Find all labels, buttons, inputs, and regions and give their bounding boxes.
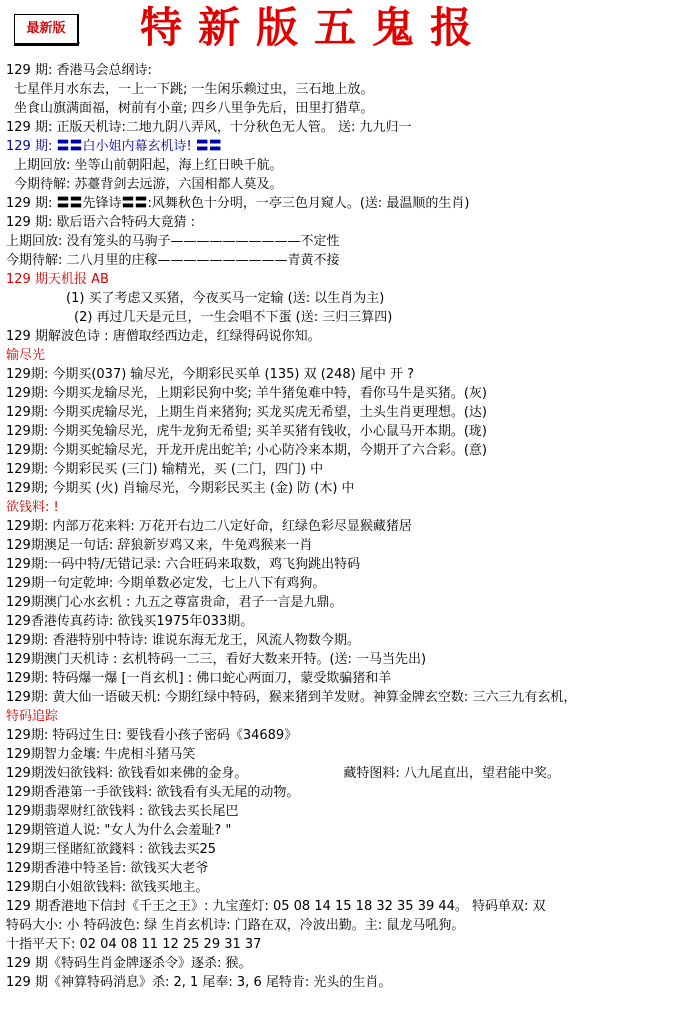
- line-7: 今期待解: 苏薹背剑去远游，六国相都人莫及。: [14, 177, 283, 192]
- page-title: 特新版五鬼报: [140, 3, 489, 52]
- line-3: 坐食山旗满面福，树前有小童; 四乡八里争先后，田里打猎草。: [14, 101, 374, 116]
- line-14: (2) 再过几天是元旦，一生会唱不下蛋 (送: 三归三算四): [74, 310, 393, 325]
- line-8: 129 期: 〓〓先锋诗〓〓:风舞秋色十分明，一亭三色月窥人。(送: 最温顺的生肖): [6, 196, 470, 211]
- line-36: 129期: 特码过生日: 要钱看小孩子密码《34689》: [6, 728, 298, 743]
- line-10: 上期回放: 没有笼头的马驹子——————————不定性: [6, 234, 340, 249]
- line-30: 129香港传真药诗: 欲钱买1975年033期。: [6, 614, 254, 629]
- section-heading-temazhuizong: 特码追踪: [6, 709, 59, 724]
- line-9: 129 期: 歇后语六合特码大竟猜 :: [6, 215, 195, 230]
- line-5: 129 期: 〓〓白小姐内幕玄机诗! 〓〓: [6, 139, 222, 154]
- line-13: (1) 买了考虑又买猪，今夜买马一定输 (送: 以生肖为主): [66, 291, 385, 306]
- line-1: 129 期: 香港马会总纲诗:: [6, 63, 152, 78]
- line-46: 特码大小: 小 特码波色: 绿 生肖玄机诗: 门路在双，冷波出勤。主: 鼠龙马吼狗。: [6, 918, 465, 933]
- line-37: 129期智力金壤: 牛虎相斗猪马笑: [6, 747, 196, 762]
- line-33: 129期: 特码爆一爆 [一肖玄机] : 佛口蛇心两面刀，蒙受欺骗猪和羊: [6, 671, 392, 686]
- line-38-left: 129期泼妇欲钱料: 欲钱看如来佛的金身。: [6, 766, 248, 781]
- line-43: 129期香港中特圣旨: 欲钱买大老爷: [6, 861, 209, 876]
- tujie-text: 藏特图料: 八九尾直出，望君能中奖。: [343, 766, 560, 781]
- section-heading-yuqianliao: 欲钱料: !: [6, 500, 59, 515]
- section-heading-shuijinguang: 输尽光: [6, 348, 46, 363]
- line-48: 129 期《特码生肖金牌逐杀令》逐杀: 猴。: [6, 956, 252, 971]
- line-32: 129期澳门天机诗 : 玄机特码一二三，看好大数来开特。(送: 一马当先出): [6, 652, 427, 667]
- line-23: 129期; 今期买 (火) 肖输尽光，今期彩民买主 (金) 防 (木) 中: [6, 481, 355, 496]
- section-heading-tianji: 129 期天机报 AB: [6, 272, 109, 287]
- line-15: 129 期解波色诗 : 唐僧取经西边走，红绿得码说你知。: [6, 329, 321, 344]
- line-39: 129期香港第一手欲钱料: 欲钱看有头无尾的动物。: [6, 785, 300, 800]
- line-28: 129期一句定乾坤: 今期单数必定发，七上八下有鸡狗。: [6, 576, 326, 591]
- edition-badge: 最新版: [14, 14, 79, 46]
- line-25: 129期: 内部万花来料: 万花开右边二八定好命，红绿色彩尽显猴藏猪居: [6, 519, 412, 534]
- line-29: 129期澳门心水玄机 : 九五之尊富贵命，君子一言是九鼎。: [6, 595, 343, 610]
- line-47: 十指平天下: 02 04 08 11 12 25 29 31 37: [6, 937, 262, 952]
- line-49: 129 期《神算特码消息》杀: 2, 1 尾奉: 3, 6 尾特肯: 光头的生肖。: [6, 975, 392, 990]
- line-22: 129期: 今期彩民买 (三门) 输精光，买 (二门，四门) 中: [6, 462, 324, 477]
- line-31: 129期: 香港特别中特诗: 谁说东海无龙王，风流人物数今期。: [6, 633, 360, 648]
- line-21: 129期: 今期买蛇输尽光，开龙开虎出蛇羊; 小心防冷来本期，今期开了六合彩。(意): [6, 443, 487, 458]
- line-34: 129期: 黄大仙一语破天机: 今期红绿中特码，猴来猪到羊发财。神算金牌玄空数: 三六三九有玄机，: [6, 690, 577, 705]
- main-content: [0, 61, 690, 992]
- line-26: 129期澳足一句话: 辞狼新岁鸡又来，牛兔鸡猴来一肖: [6, 538, 313, 553]
- line-41: 129期管道人说: "女人为什么会羞耻? ": [6, 823, 232, 838]
- line-45: 129 期香港地下信封《千王之王》: 九宝莲灯: 05 08 14 15 18 32 35 39 44。 特码单双: 双: [6, 899, 546, 914]
- line-17: 129期: 今期买(037) 输尽光，今期彩民买单 (135) 双 (248) 尾中 开 ?: [6, 367, 415, 382]
- line-27: 129期:一码中特/无错记录: 六合旺码来取数，鸡飞狗跳出特码: [6, 557, 361, 572]
- line-11: 今期待解: 二八月里的庄稼——————————青黄不接: [6, 253, 340, 268]
- line-19: 129期: 今期买虎输尽光，上期生肖来猪狗; 买龙买虎无希望，土头生肖更理想。(达): [6, 405, 487, 420]
- line-44: 129期白小姐欲钱料: 欲钱买地主。: [6, 880, 209, 895]
- line-18: 129期: 今期买龙输尽光，上期彩民狗中奖; 羊牛猪兔难中特，看你马牛是买猪。(灰): [6, 386, 487, 401]
- line-6: 上期回放: 坐等山前朝阳起，海上红日映千航。: [14, 158, 283, 173]
- line-42: 129期三怪賭紅欲錢料 : 欲钱去买25: [6, 842, 216, 857]
- line-4: 129 期: 正版天机诗:二地九阴八弄风，十分秋色无人管。 送: 九九归一: [6, 120, 412, 135]
- line-2: 七星伴月水东去，一上一下跳; 一生闲乐赖过虫，三石地上放。: [14, 82, 374, 97]
- line-38: [0, 764, 690, 783]
- line-40: 129期翡翠财红欲钱料 : 欲钱去买长尾巴: [6, 804, 239, 819]
- header: [0, 0, 690, 60]
- line-20: 129期: 今期买兔输尽光，虎牛龙狗无希望; 买羊买猪有钱收，小心鼠马开本期。(珑): [6, 424, 487, 439]
